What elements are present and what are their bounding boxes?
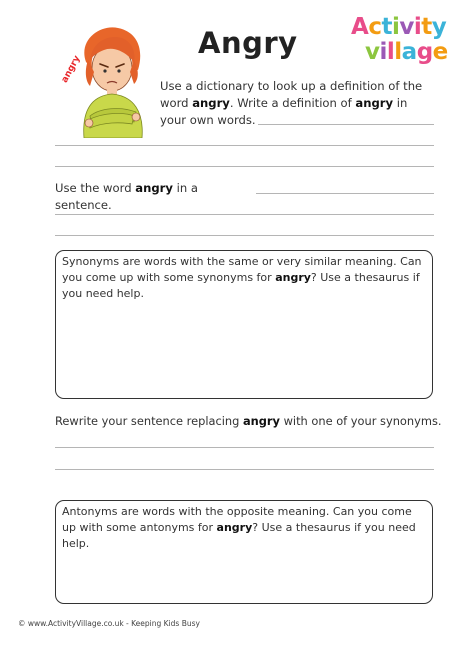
rewrite-pre: Rewrite your sentence replacing — [55, 414, 243, 428]
antonyms-text — [62, 504, 424, 552]
synonyms-text — [62, 254, 422, 302]
page-title: Angry — [198, 26, 298, 60]
antonyms-word: angry — [216, 521, 253, 534]
answer-line[interactable] — [55, 145, 434, 146]
answer-line[interactable] — [55, 166, 434, 167]
sentence-instruction — [55, 180, 255, 214]
answer-line[interactable] — [55, 235, 434, 236]
logo-word-2 — [365, 39, 448, 65]
logo-letter: l — [394, 39, 402, 65]
intro-word2: angry — [355, 96, 394, 110]
logo-letter: v — [399, 14, 414, 40]
antonyms-post: ? Use a thesaurus if you need help. — [62, 521, 416, 550]
rewrite-instruction — [55, 413, 445, 430]
logo-word-1 — [351, 14, 446, 40]
answer-line[interactable] — [256, 193, 434, 194]
antonyms-box[interactable] — [55, 500, 433, 604]
sentence-pre: Use the word — [55, 181, 136, 195]
logo-letter: a — [401, 39, 417, 65]
logo-letter: y — [431, 14, 447, 40]
logo-letter: i — [391, 14, 400, 40]
logo-letter: t — [381, 14, 392, 40]
footer-credit: © www.ActivityVillage.co.uk - Keeping Kids Busy — [18, 619, 200, 628]
logo-letter: A — [351, 14, 369, 40]
synonyms-pre: Synonyms are words with the same or very similar meaning. Can you come up with some synonyms for — [62, 255, 422, 284]
logo-letter: l — [386, 39, 395, 65]
logo-letter: g — [416, 39, 433, 65]
intro-word1: angry — [192, 96, 230, 110]
antonyms-pre: Antonyms are words with the opposite meaning. Can you come up with some antonyms for — [62, 505, 412, 534]
synonyms-post: ? Use a thesaurus if you need help. — [62, 271, 420, 300]
logo-letter: i — [379, 39, 387, 65]
rewrite-post: with one of your synonyms. — [279, 414, 442, 428]
sentence-word: angry — [135, 181, 173, 195]
figure-label: angry — [60, 54, 83, 85]
synonyms-box[interactable] — [55, 250, 433, 399]
answer-line[interactable] — [258, 124, 434, 125]
answer-line[interactable] — [55, 214, 434, 215]
logo-letter: c — [368, 14, 382, 40]
activity-village-logo — [345, 12, 453, 74]
intro-post: in your own words. — [160, 96, 408, 127]
sentence-post: in a sentence. — [55, 181, 198, 212]
rewrite-word: angry — [242, 414, 280, 428]
angry-child-illustration — [60, 20, 160, 138]
intro-mid: . Write a definition of — [229, 96, 356, 110]
synonyms-word: angry — [275, 271, 311, 284]
intro-pre: Use a dictionary to look up a definition of the word — [160, 79, 423, 110]
definition-instruction — [160, 78, 435, 129]
logo-letter: e — [432, 39, 448, 65]
answer-line[interactable] — [55, 447, 434, 448]
logo-letter: i — [413, 14, 422, 40]
logo-letter: t — [421, 14, 432, 40]
answer-line[interactable] — [55, 469, 434, 470]
logo-letter: v — [365, 39, 380, 65]
